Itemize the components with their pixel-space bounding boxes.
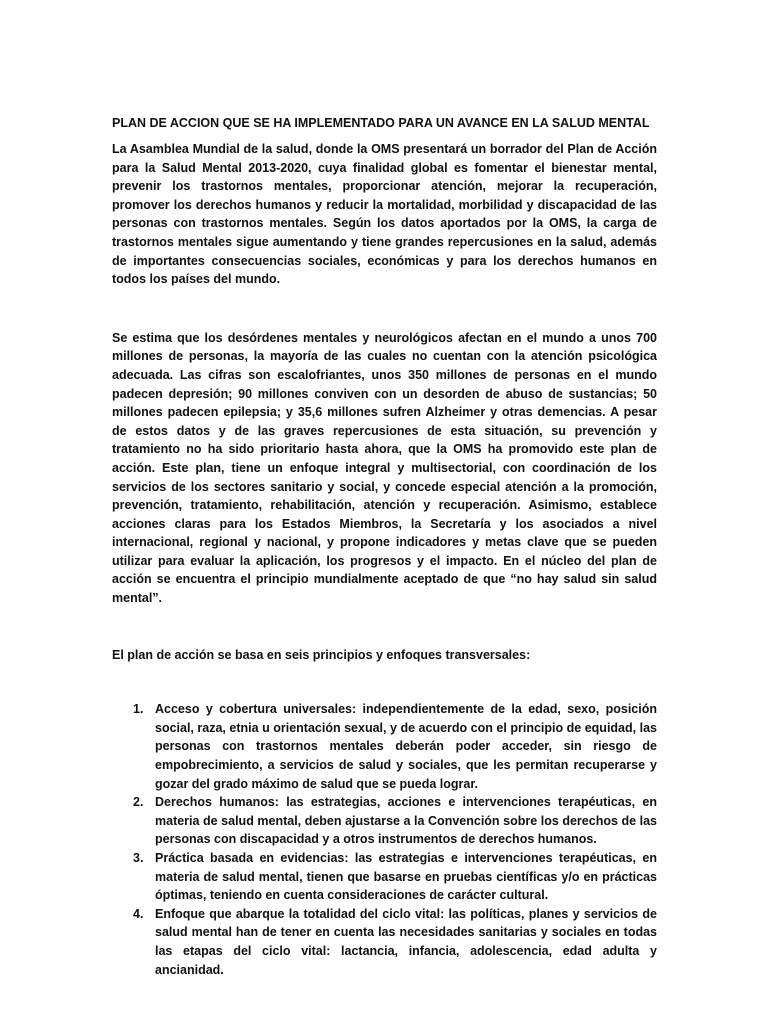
list-item-number: 4. xyxy=(133,906,144,921)
list-item-text: Práctica basada en evidencias: las estrategias e intervenciones terapéuticas, en materia de salud mental, tienen que basarse en pruebas científicas y/o en prácticas óptimas, teniendo en cuenta consideraciones de carácter cultural. xyxy=(155,851,657,903)
list-item xyxy=(112,849,657,905)
document-page xyxy=(112,114,657,979)
list-item-number: 3. xyxy=(133,851,144,865)
paragraph-principios-intro: El plan de acción se basa en seis principios y enfoques transversales: xyxy=(112,647,531,662)
principles-list xyxy=(112,700,657,979)
list-item-text: Enfoque que abarque la totalidad del ciclo vital: las políticas, planes y servicios de salud mental han de tener en cuenta las necesidades sanitarias y sociales en todas las etapas del ciclo vital: lactancia, infancia, adolescencia, edad adulta y ancianidad. xyxy=(155,906,657,977)
list-item xyxy=(112,905,657,979)
list-item-number: 2. xyxy=(133,795,144,810)
list-item xyxy=(112,793,657,849)
document-title: PLAN DE ACCION QUE SE HA IMPLEMENTADO PARA UN AVANCE EN LA SALUD MENTAL xyxy=(112,116,650,130)
list-item-text: Acceso y cobertura universales: independientemente de la edad, sexo, posición social, raza, etnia u orientación sexual, y de acuerdo con el principio de equidad, las personas con trastornos mentales deberán poder acceder, sin riesgo de empobrecimiento, a servicios de salud y sociales, que les permitan recuperarse y gozar del grado máximo de salud que se pueda lograr. xyxy=(155,702,657,791)
list-item-text: Derechos humanos: las estrategias, acciones e intervenciones terapéuticas, en materia de salud mental, deben ajustarse a la Convención sobre los derechos de las personas con discapacidad y a otros instrumentos de derechos humanos. xyxy=(155,795,657,847)
list-item-number: 1. xyxy=(133,702,144,717)
list-item xyxy=(112,700,657,793)
paragraph-estadisticas: Se estima que los desórdenes mentales y neurológicos afectan en el mundo a unos 700 millones de personas, la mayoría de las cuales no cuentan con la atención psicológica adecuada. Las cifras son escalofriantes, unos 350 millones de personas en el mundo padecen depresión; 90 millones conviven con un desorden de abuso de sustancias; 50 millones padecen epilepsia; y 35,6 millones sufren Alzheimer y otras demencias. A pesar de estos datos y de las graves repercusiones de esta situación, su prevención y tratamiento no ha sido prioritario hasta ahora, que la OMS ha promovido este plan de acción. Este plan, tiene un enfoque integral y multisectorial, con coordinación de los servicios de los sectores sanitario y social, y concede especial atención a la promoción, prevención, tratamiento, rehabilitación, atención y recuperación. Asimismo, establece acciones claras para los Estados Miembros, la Secretaría y los asociados a nivel internacional, regional y nacional, y propone indicadores y metas clave que se pueden utilizar para evaluar la aplicación, los progresos y el impacto. En el núcleo del plan de acción se encuentra el principio mundialmente aceptado de que “no hay salud sin salud mental”. xyxy=(112,330,657,606)
paragraph-asamblea: La Asamblea Mundial de la salud, donde la OMS presentará un borrador del Plan de Acción para la Salud Mental 2013-2020, cuya finalidad global es fomentar el bienestar mental, prevenir los trastornos mentales, proporcionar atención, mejorar la recuperación, promover los derechos humanos y reducir la mortalidad, morbilidad y discapacidad de las personas con trastornos mentales. Según los datos aportados por la OMS, la carga de trastornos mentales sigue aumentando y tiene grandes repercusiones en la salud, además de importantes consecuencias sociales, económicas y para los derechos humanos en todos los países del mundo. xyxy=(112,142,657,287)
